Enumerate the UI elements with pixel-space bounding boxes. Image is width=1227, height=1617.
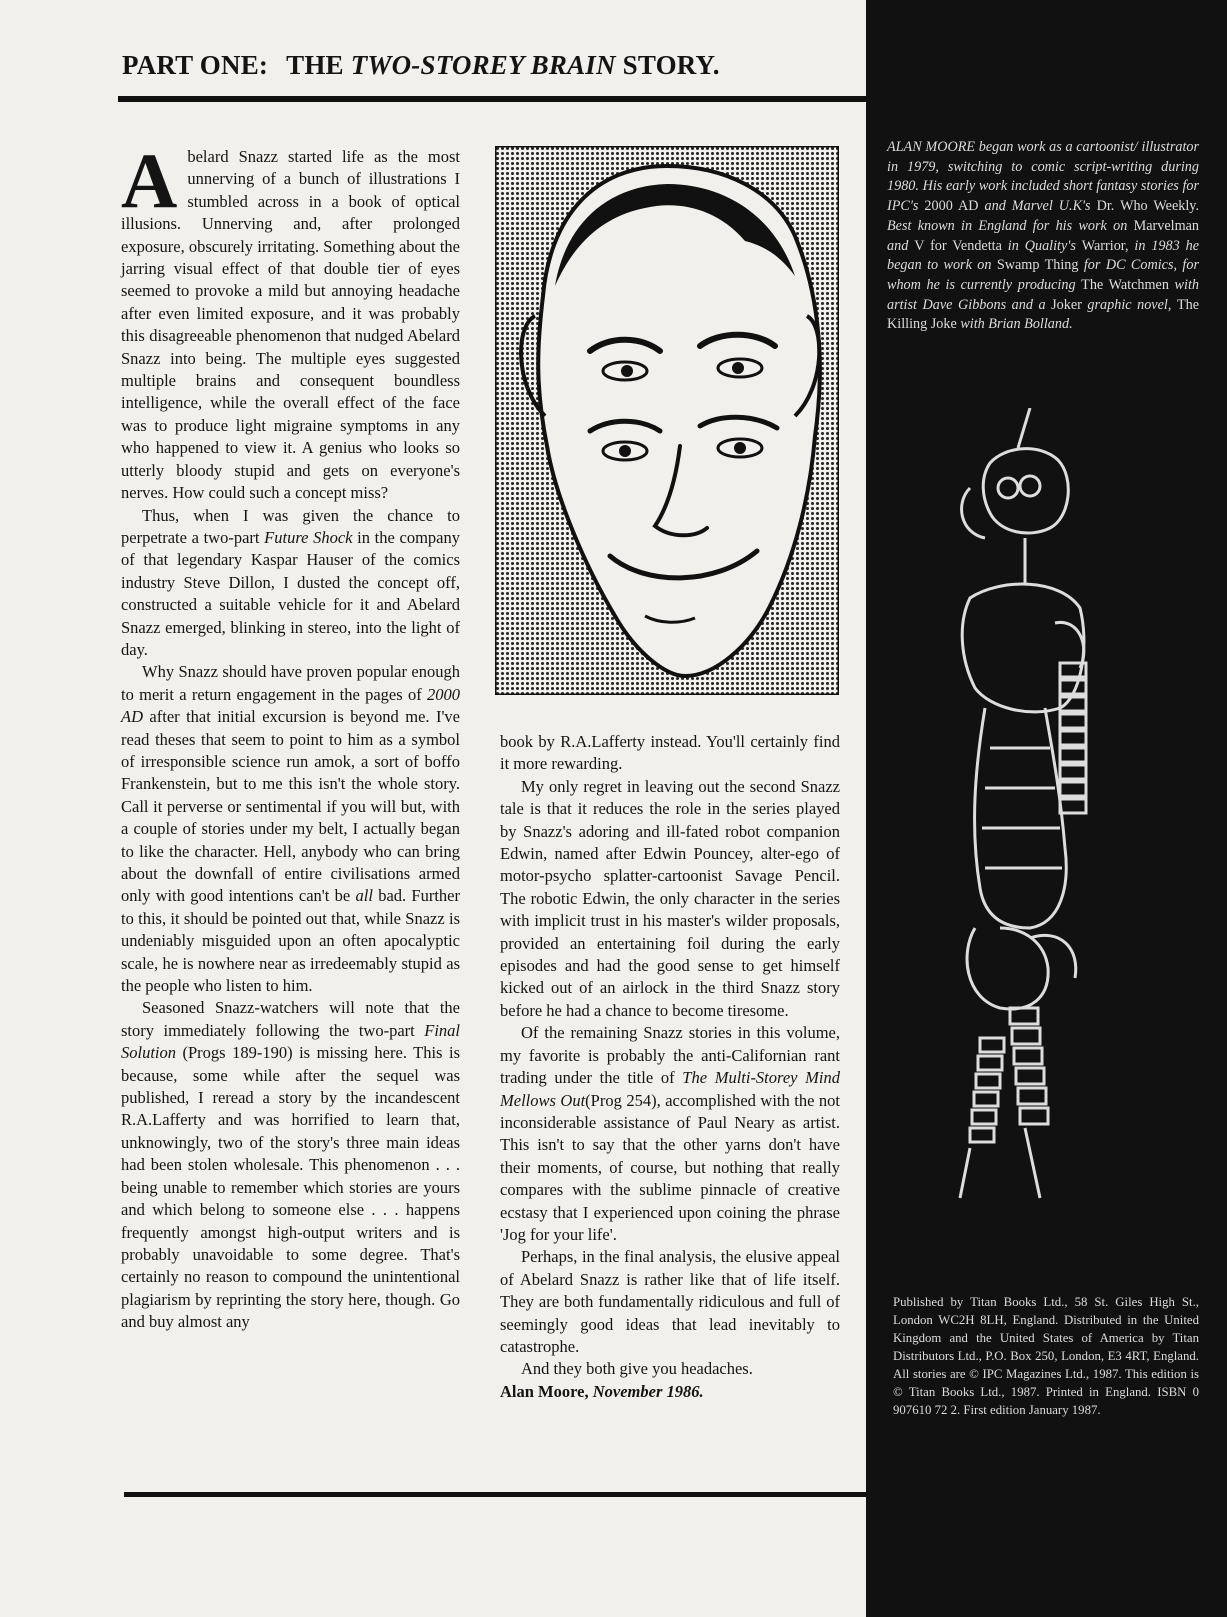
title-post: STORY. xyxy=(615,50,720,80)
paragraph-4-continued: book by R.A.Lafferty instead. You'll certainly find it more rewarding. xyxy=(500,732,840,774)
drop-cap: A xyxy=(121,137,178,224)
paragraph-3 xyxy=(121,661,460,997)
p2-text-a: Thus, when I was given the chance to perpetrate a two-part xyxy=(121,505,460,547)
paragraph-5: My only regret in leaving out the second Snazz tale is that it reduces the role in the series played by Snazz's adoring and ill-fated robot companion Edwin, named after Edwin Pouncey, alter-ego of motor-psycho splatter-cartoonist Savage Pencil. The robotic Edwin, the only character in the series with implicit trust in his master's wilder proposals, provided an entertaining foil during the early episodes and had the good sense to get himself kicked out of an airlock in the third Snazz story before he had a chance to become tiresome. xyxy=(500,776,840,1020)
bio-s10: with Brian Bolland. xyxy=(956,316,1073,333)
publisher-info: Published by Titan Books Ltd., 58 St. Giles High St., London WC2H 8LH, England. Distributed in the United Kingdom and the United States of America by Titan Distributors Ltd., P.O. Box 250, London, E3 4RT, England. All stories are © IPC Magazines Ltd., 1987. This edition is © Titan Books Ltd., 1987. Printed in England. ISBN 0 907610 72 2. First edition January 1987. xyxy=(893,1295,1199,1417)
robot-illustration xyxy=(930,408,1130,1203)
bio-t4: V for Vendetta xyxy=(914,237,1002,254)
paragraph-7: Perhaps, in the final analysis, the elusive appeal of Abelard Snazz is rather like that of life itself. They are both fundamentally ridiculous and full of seemingly good ideas that lead inevitably to catastrophe. xyxy=(500,1247,840,1356)
p2-italic: Future Shock xyxy=(264,527,353,547)
bio-s9: graphic novel, xyxy=(1081,296,1177,313)
p3-text-c: bad. Further to this, it should be pointed out that, while Snazz is undeniably misguided upon an often apocalyptic scale, he is nowhere near as irredeemably stupid as the people who listen to him. xyxy=(121,886,460,996)
paragraph-6 xyxy=(500,1022,840,1246)
byline-date: November 1986. xyxy=(588,1381,704,1401)
p3-italic-2: all xyxy=(355,886,373,906)
bio-s4: and xyxy=(887,237,915,254)
bio-s5: in Quality's xyxy=(1001,237,1082,254)
p3-italic-1: 2000 AD xyxy=(121,684,460,727)
bio-s7: for DC Comics, for whom he is currently producing xyxy=(887,257,1199,293)
bio-s8: with artist Dave Gibbons and a xyxy=(887,276,1199,313)
bio-t1: 2000 AD xyxy=(924,198,979,215)
p2-text-b: in the company of that legendary Kaspar Hauser of the comics industry Steve Dillon, I dusted the concept off, constructed a suitable vehicle for it and Abelard Snazz emerged, blinking in stereo, into the light of day. xyxy=(121,527,460,659)
title-italic: TWO-STOREY BRAIN xyxy=(350,50,616,80)
byline xyxy=(500,1381,840,1403)
author-bio xyxy=(887,138,1199,335)
p3-text-b: after that initial excursion is beyond me. I've read theses that seem to point to him as a symbol of irresponsible science run amok, a sort of boffo Frankenstein, but to me this isn't the whole story. Call it perverse or sentimental if you will but, with a couple of stories under my belt, I actually began to like the character. Hell, anybody who can bring about the downfall of entire civilisations armed only with good intentions can't be xyxy=(121,707,460,906)
bio-s6: in 1983 he began to work on xyxy=(887,237,1199,274)
paragraph-2 xyxy=(121,505,460,662)
page-title xyxy=(122,50,720,81)
p4-text-b: (Progs 189-190) is missing here. This is because, some while after the sequel was published, I reread a story by the incandescent R.A.Lafferty and was horrified to learn that, unknowingly, two of the story's three main ideas had been stolen wholesale. This phenomenon . . . being unable to remember which stories are yours and which belong to someone else . . . happens frequently amongst high-output writers and is probably unavoidable to some degree. That's certainly no reason to compound the unintentional plagiarism by reprinting the story here, though. Go and buy almost any xyxy=(121,1043,460,1332)
bio-t6: Swamp Thing xyxy=(996,257,1079,274)
p3-text-a: Why Snazz should have proven popular enough to merit a return engagement in the pages of xyxy=(121,662,460,704)
portrait-illustration xyxy=(495,146,839,695)
paragraph-1-text: belard Snazz started life as the most unnerving of a bunch of illustrations I stumbled across in a book of optical illusions. Unnerving and, after prolonged exposure, obscurely irritating. Something about the jarring visual effect of that double tier of eyes seemed to provoke a mild but annoying headache after even limited exposure, and it was probably this disagreeable phenomenon that nudged Abelard Snazz into being. The multiple eyes suggested multiple brains and consequent boundless intelligence, while the overall effect of the face was to produce light migraine symptoms in any who happened to view it. A genius who looks so utterly bloody stupid and gets on everyone's nerves. How could such a concept miss? xyxy=(121,147,460,503)
paragraph-4 xyxy=(121,997,460,1333)
p6-text-b: (Prog 254), accomplished with the not inconsiderable assistance of Paul Neary as artist. This isn't to say that the other yarns don't have their moments, of course, but nothing that really compares with the sublime pinnacle of creative ecstasy that I experienced upon coining the phrase 'Jog for your life'. xyxy=(500,1090,840,1244)
p4-italic: Final Solution xyxy=(121,1020,460,1063)
p4-text-a: Seasoned Snazz-watchers will note that the story immediately following the two-part xyxy=(121,998,460,1040)
bio-t8: Joker xyxy=(1051,296,1082,313)
bio-s1: ALAN MOORE began work as a cartoonist/ illustrator in 1979, switching to comic script-writing during 1980. His early work included short fantasy stories for IPC's xyxy=(887,139,1199,215)
article-column-1 xyxy=(121,137,460,1334)
p6-italic: The Multi-Storey Mind Mellows Out xyxy=(500,1068,840,1110)
top-rule xyxy=(118,96,868,102)
bottom-rule xyxy=(124,1492,868,1497)
paragraph-8: And they both give you headaches. xyxy=(521,1359,753,1379)
bio-t5: Warrior, xyxy=(1081,237,1129,254)
title-pre: THE xyxy=(286,50,351,80)
byline-name: Alan Moore, xyxy=(500,1381,589,1401)
bio-t9: The Killing Joke xyxy=(887,296,1200,333)
bio-t3: Marvelman xyxy=(1133,217,1199,234)
bio-t2: Dr. Who Weekly. xyxy=(1096,198,1199,215)
bio-s2: and Marvel U.K's xyxy=(978,198,1097,215)
p6-text-a: Of the remaining Snazz stories in this volume, my favorite is probably the anti-Californian rant trading under the title of xyxy=(500,1023,840,1088)
bio-t7: The Watchmen xyxy=(1081,276,1169,293)
part-label: PART ONE: xyxy=(122,50,269,80)
article-column-2 xyxy=(500,731,840,1403)
paragraph-1 xyxy=(121,137,460,505)
bio-s3: Best known in England for his work on xyxy=(887,217,1134,234)
